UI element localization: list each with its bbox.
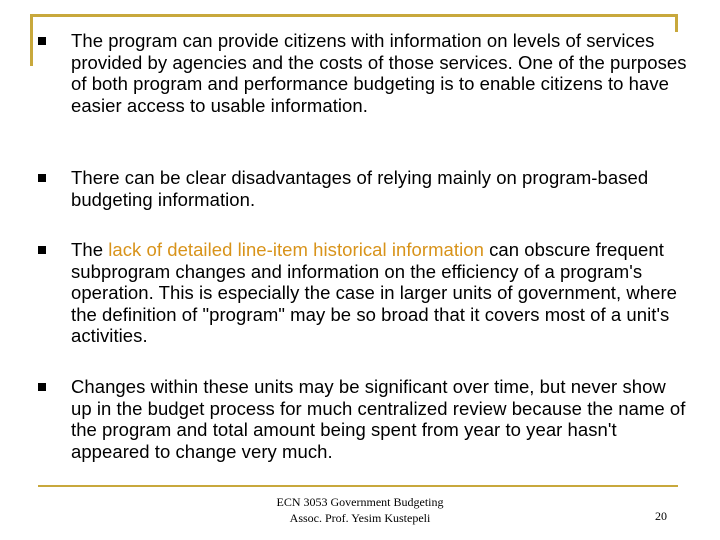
bullet-square-icon [38,246,46,254]
bullet-text [71,239,691,347]
bullet-text: Changes within these units may be significant over time, but never show up in the budget process for much centralized review because the name of the program and total amount being spent from year to year hasn't appeared to change very much. [71,376,686,462]
footer-course: ECN 3053 Government Budgeting [276,495,444,509]
bullet-square-icon [38,383,46,391]
bullet-text: There can be clear disadvantages of relying mainly on program-based budgeting information. [71,167,649,210]
footer [260,494,460,526]
bullet-square-icon [38,174,46,182]
frame-left-border [30,14,33,66]
bullet-text-start: The [71,239,109,260]
footer-author: Assoc. Prof. Yesim Kustepeli [289,511,431,525]
highlighted-phrase: lack of detailed line-item historical information [108,239,484,260]
bullet-square-icon [38,37,46,45]
bullet-text: The program can provide citizens with information on levels of services provided by agencies and the costs of those services. One of the purposes of both program and performance budgeting is to enable citizens to have easier access to usable information. [71,30,687,116]
frame-top-border [30,14,678,17]
bullet-text-end: can obscure frequent subprogram changes and information on the efficiency of a program's operation. This is especially the case in larger units of government, where the definition of "program" may be so broad that it covers most of a unit's activities. [71,239,678,346]
page-number: 20 [655,509,667,523]
footer-divider [38,485,678,487]
